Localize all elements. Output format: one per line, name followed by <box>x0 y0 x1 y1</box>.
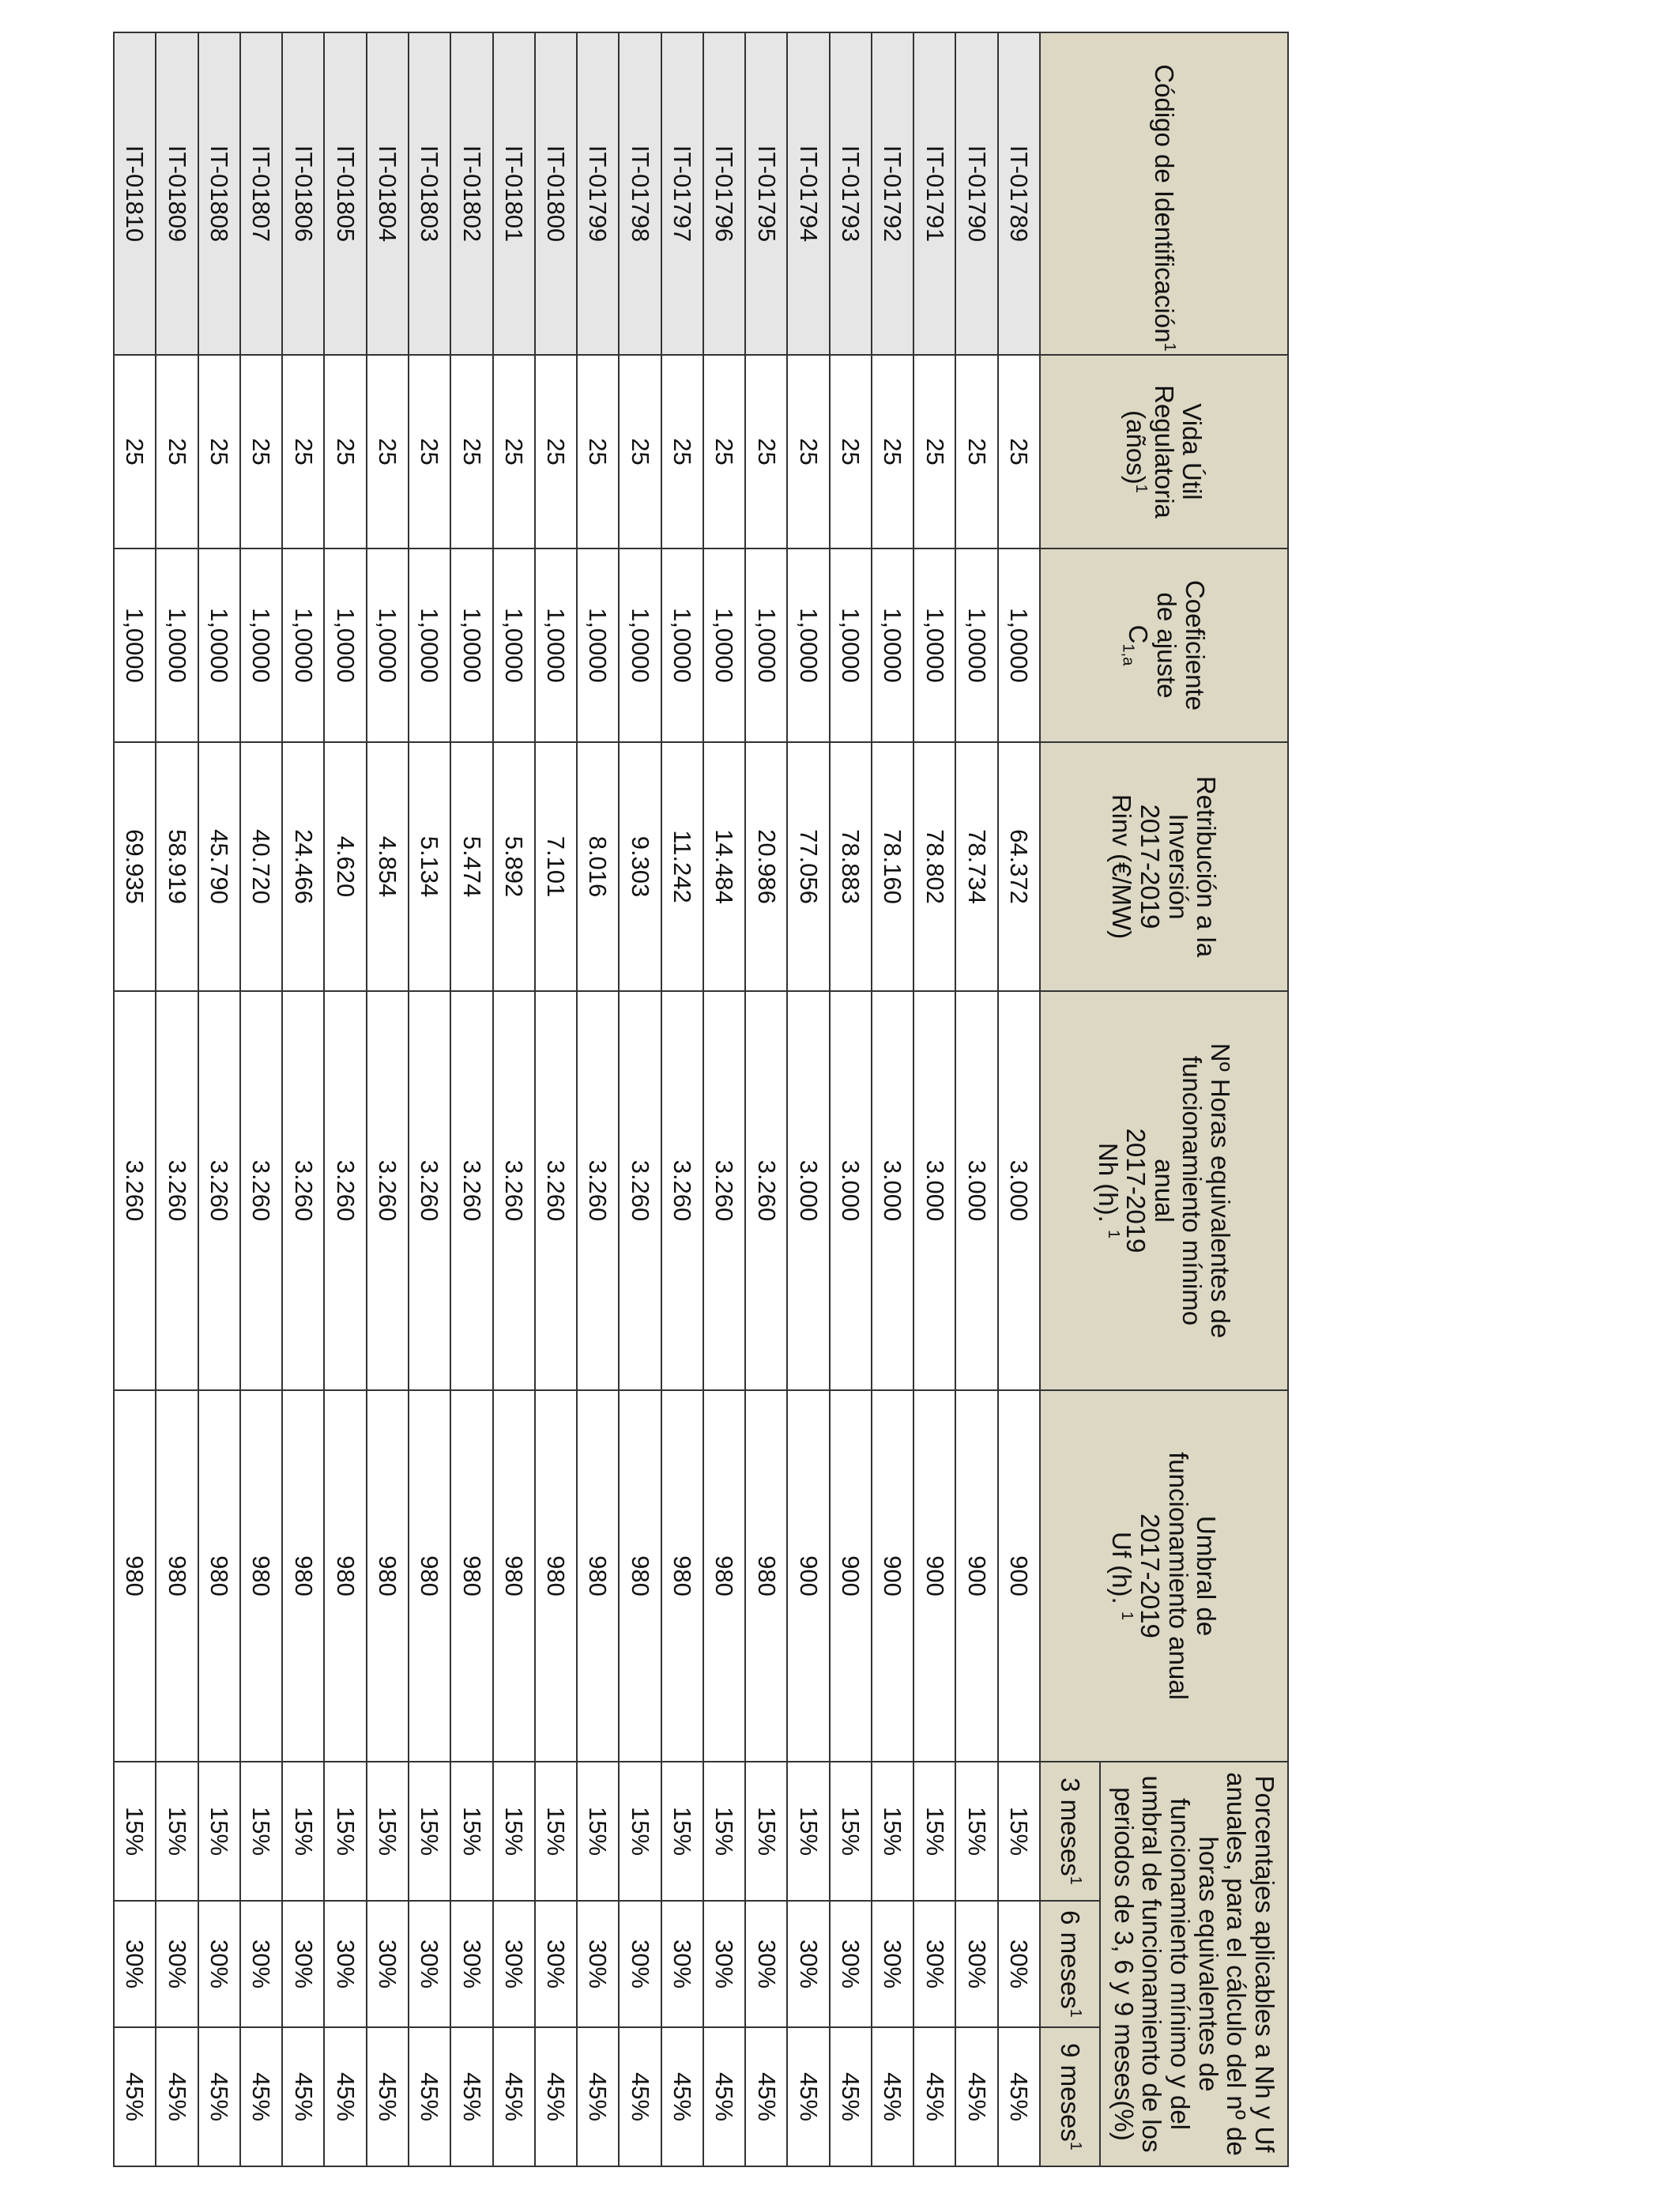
cell-6-meses: 30% <box>703 1901 745 2027</box>
cell-uf: 980 <box>282 1390 324 1762</box>
cell-6-meses: 30% <box>913 1901 955 2027</box>
cell-nh: 3.000 <box>787 991 829 1390</box>
cell-9-meses: 45% <box>324 2027 366 2166</box>
cell-coeficiente: 1,0000 <box>577 548 619 742</box>
cell-uf: 900 <box>955 1390 997 1762</box>
cell-6-meses: 30% <box>367 1901 409 2027</box>
cell-coeficiente: 1,0000 <box>998 548 1040 742</box>
cell-uf: 900 <box>787 1390 829 1762</box>
cell-nh: 3.260 <box>745 991 787 1390</box>
cell-nh: 3.260 <box>535 991 577 1390</box>
header-coeficiente: Coeficiente de ajuste $C_{1,a}$ <box>1040 548 1288 742</box>
header-6-meses: 6 meses$^1$ <box>1040 1901 1100 2027</box>
table-row <box>409 32 450 2166</box>
cell-9-meses: 45% <box>156 2027 198 2166</box>
header-nh: Nº Horas equivalentes de funcionamiento mínimo anual 2017-2019 Nh (h). $^1$ <box>1040 991 1288 1390</box>
cell-vida-util: 25 <box>409 355 450 548</box>
cell-6-meses: 30% <box>156 1901 198 2027</box>
cell-uf: 980 <box>745 1390 787 1762</box>
cell-6-meses: 30% <box>619 1901 661 2027</box>
cell-9-meses: 45% <box>577 2027 619 2166</box>
cell-code: IT-01809 <box>156 32 198 355</box>
cell-rinv: 9.303 <box>619 742 661 991</box>
table-row <box>367 32 409 2166</box>
cell-uf: 980 <box>409 1390 450 1762</box>
cell-nh: 3.260 <box>703 991 745 1390</box>
cell-9-meses: 45% <box>198 2027 240 2166</box>
cell-uf: 980 <box>156 1390 198 1762</box>
cell-9-meses: 45% <box>450 2027 492 2166</box>
cell-rinv: 5.474 <box>450 742 492 991</box>
cell-9-meses: 45% <box>619 2027 661 2166</box>
cell-uf: 980 <box>450 1390 492 1762</box>
cell-3-meses: 15% <box>955 1762 997 1901</box>
cell-coeficiente: 1,0000 <box>409 548 450 742</box>
cell-coeficiente: 1,0000 <box>661 548 703 742</box>
cell-nh: 3.000 <box>830 991 872 1390</box>
cell-rinv: 78.734 <box>955 742 997 991</box>
cell-6-meses: 30% <box>955 1901 997 2027</box>
cell-3-meses: 15% <box>703 1762 745 1901</box>
header-codigo: Código de Identificación$^1$ <box>1040 32 1288 355</box>
cell-coeficiente: 1,0000 <box>787 548 829 742</box>
table-row <box>830 32 872 2166</box>
cell-nh: 3.000 <box>998 991 1040 1390</box>
cell-rinv: 5.892 <box>493 742 535 991</box>
cell-vida-util: 25 <box>282 355 324 548</box>
cell-nh: 3.260 <box>198 991 240 1390</box>
cell-3-meses: 15% <box>619 1762 661 1901</box>
cell-vida-util: 25 <box>156 355 198 548</box>
rotated-table-container <box>113 32 1289 2166</box>
cell-9-meses: 45% <box>409 2027 450 2166</box>
cell-uf: 900 <box>872 1390 913 1762</box>
cell-3-meses: 15% <box>745 1762 787 1901</box>
cell-code: IT-01810 <box>114 32 156 355</box>
cell-uf: 980 <box>661 1390 703 1762</box>
cell-9-meses: 45% <box>703 2027 745 2166</box>
cell-nh: 3.000 <box>955 991 997 1390</box>
cell-vida-util: 25 <box>240 355 282 548</box>
cell-coeficiente: 1,0000 <box>198 548 240 742</box>
cell-vida-util: 25 <box>493 355 535 548</box>
cell-3-meses: 15% <box>156 1762 198 1901</box>
cell-coeficiente: 1,0000 <box>955 548 997 742</box>
cell-rinv: 69.935 <box>114 742 156 991</box>
cell-vida-util: 25 <box>661 355 703 548</box>
cell-3-meses: 15% <box>114 1762 156 1901</box>
table-row <box>535 32 577 2166</box>
cell-coeficiente: 1,0000 <box>240 548 282 742</box>
cell-code: IT-01805 <box>324 32 366 355</box>
cell-3-meses: 15% <box>998 1762 1040 1901</box>
cell-code: IT-01789 <box>998 32 1040 355</box>
cell-vida-util: 25 <box>745 355 787 548</box>
cell-code: IT-01807 <box>240 32 282 355</box>
cell-6-meses: 30% <box>872 1901 913 2027</box>
cell-9-meses: 45% <box>282 2027 324 2166</box>
cell-9-meses: 45% <box>787 2027 829 2166</box>
cell-uf: 980 <box>114 1390 156 1762</box>
cell-nh: 3.260 <box>282 991 324 1390</box>
cell-3-meses: 15% <box>493 1762 535 1901</box>
cell-rinv: 78.160 <box>872 742 913 991</box>
cell-coeficiente: 1,0000 <box>619 548 661 742</box>
cell-code: IT-01795 <box>745 32 787 355</box>
cell-3-meses: 15% <box>282 1762 324 1901</box>
cell-rinv: 78.802 <box>913 742 955 991</box>
cell-code: IT-01808 <box>198 32 240 355</box>
cell-vida-util: 25 <box>703 355 745 548</box>
cell-3-meses: 15% <box>661 1762 703 1901</box>
cell-nh: 3.260 <box>409 991 450 1390</box>
installations-table <box>113 32 1289 2167</box>
cell-code: IT-01791 <box>913 32 955 355</box>
cell-9-meses: 45% <box>114 2027 156 2166</box>
cell-9-meses: 45% <box>955 2027 997 2166</box>
table-row <box>703 32 745 2166</box>
table-row <box>493 32 535 2166</box>
cell-code: IT-01799 <box>577 32 619 355</box>
cell-6-meses: 30% <box>450 1901 492 2027</box>
cell-rinv: 5.134 <box>409 742 450 991</box>
header-vida-util: Vida Útil Regulatoria (años)$^1$ <box>1040 355 1288 548</box>
table-row <box>787 32 829 2166</box>
cell-uf: 900 <box>830 1390 872 1762</box>
cell-coeficiente: 1,0000 <box>493 548 535 742</box>
header-uf: Umbral de funcionamiento anual 2017-2019 Uf (h). $^1$ <box>1040 1390 1288 1762</box>
table-row <box>114 32 156 2166</box>
cell-3-meses: 15% <box>450 1762 492 1901</box>
cell-uf: 900 <box>913 1390 955 1762</box>
header-porcentajes: Porcentajes aplicables a Nh y Uf anuales, para el cálculo del nº de horas equivalentes de funcionamiento mínimo y del umbral de funcionamiento de los periodos de 3, 6 y 9 meses(%) <box>1100 1762 1288 2166</box>
cell-coeficiente: 1,0000 <box>282 548 324 742</box>
header-3-meses: 3 meses$^1$ <box>1040 1762 1100 1901</box>
cell-6-meses: 30% <box>240 1901 282 2027</box>
cell-rinv: 20.986 <box>745 742 787 991</box>
cell-code: IT-01794 <box>787 32 829 355</box>
cell-rinv: 4.620 <box>324 742 366 991</box>
cell-code: IT-01792 <box>872 32 913 355</box>
cell-rinv: 58.919 <box>156 742 198 991</box>
cell-code: IT-01800 <box>535 32 577 355</box>
cell-6-meses: 30% <box>745 1901 787 2027</box>
cell-coeficiente: 1,0000 <box>830 548 872 742</box>
cell-9-meses: 45% <box>367 2027 409 2166</box>
cell-6-meses: 30% <box>661 1901 703 2027</box>
cell-vida-util: 25 <box>998 355 1040 548</box>
cell-9-meses: 45% <box>998 2027 1040 2166</box>
cell-code: IT-01797 <box>661 32 703 355</box>
cell-coeficiente: 1,0000 <box>745 548 787 742</box>
table-row <box>913 32 955 2166</box>
cell-code: IT-01790 <box>955 32 997 355</box>
table-row <box>450 32 492 2166</box>
cell-coeficiente: 1,0000 <box>324 548 366 742</box>
cell-3-meses: 15% <box>872 1762 913 1901</box>
cell-3-meses: 15% <box>830 1762 872 1901</box>
cell-vida-util: 25 <box>913 355 955 548</box>
cell-uf: 980 <box>577 1390 619 1762</box>
cell-coeficiente: 1,0000 <box>156 548 198 742</box>
cell-3-meses: 15% <box>324 1762 366 1901</box>
cell-6-meses: 30% <box>409 1901 450 2027</box>
cell-9-meses: 45% <box>830 2027 872 2166</box>
cell-6-meses: 30% <box>535 1901 577 2027</box>
cell-nh: 3.260 <box>493 991 535 1390</box>
cell-9-meses: 45% <box>872 2027 913 2166</box>
cell-3-meses: 15% <box>787 1762 829 1901</box>
cell-vida-util: 25 <box>872 355 913 548</box>
cell-rinv: 64.372 <box>998 742 1040 991</box>
cell-code: IT-01798 <box>619 32 661 355</box>
cell-rinv: 7.101 <box>535 742 577 991</box>
cell-uf: 980 <box>367 1390 409 1762</box>
cell-vida-util: 25 <box>955 355 997 548</box>
cell-6-meses: 30% <box>830 1901 872 2027</box>
cell-3-meses: 15% <box>367 1762 409 1901</box>
cell-uf: 980 <box>324 1390 366 1762</box>
cell-9-meses: 45% <box>240 2027 282 2166</box>
cell-rinv: 24.466 <box>282 742 324 991</box>
cell-code: IT-01806 <box>282 32 324 355</box>
table-row <box>872 32 913 2166</box>
cell-6-meses: 30% <box>577 1901 619 2027</box>
cell-rinv: 14.484 <box>703 742 745 991</box>
cell-9-meses: 45% <box>745 2027 787 2166</box>
cell-coeficiente: 1,0000 <box>367 548 409 742</box>
header-9-meses: 9 meses$^1$ <box>1040 2027 1100 2166</box>
cell-6-meses: 30% <box>282 1901 324 2027</box>
table-row <box>661 32 703 2166</box>
cell-nh: 3.260 <box>619 991 661 1390</box>
cell-9-meses: 45% <box>535 2027 577 2166</box>
cell-6-meses: 30% <box>114 1901 156 2027</box>
header-retribucion: Retribución a la Inversión 2017-2019 Rinv (€/MW) <box>1040 742 1288 991</box>
cell-code: IT-01803 <box>409 32 450 355</box>
cell-vida-util: 25 <box>324 355 366 548</box>
cell-6-meses: 30% <box>998 1901 1040 2027</box>
cell-code: IT-01796 <box>703 32 745 355</box>
cell-code: IT-01793 <box>830 32 872 355</box>
table-row <box>577 32 619 2166</box>
cell-uf: 900 <box>998 1390 1040 1762</box>
cell-6-meses: 30% <box>493 1901 535 2027</box>
cell-rinv: 8.016 <box>577 742 619 991</box>
cell-3-meses: 15% <box>409 1762 450 1901</box>
cell-rinv: 4.854 <box>367 742 409 991</box>
table-row <box>282 32 324 2166</box>
cell-coeficiente: 1,0000 <box>450 548 492 742</box>
cell-3-meses: 15% <box>535 1762 577 1901</box>
cell-uf: 980 <box>198 1390 240 1762</box>
cell-nh: 3.260 <box>661 991 703 1390</box>
cell-uf: 980 <box>703 1390 745 1762</box>
cell-uf: 980 <box>493 1390 535 1762</box>
table-row <box>324 32 366 2166</box>
table-row <box>240 32 282 2166</box>
cell-6-meses: 30% <box>787 1901 829 2027</box>
cell-9-meses: 45% <box>913 2027 955 2166</box>
table-row <box>619 32 661 2166</box>
cell-3-meses: 15% <box>198 1762 240 1901</box>
cell-coeficiente: 1,0000 <box>114 548 156 742</box>
cell-rinv: 40.720 <box>240 742 282 991</box>
cell-6-meses: 30% <box>324 1901 366 2027</box>
cell-vida-util: 25 <box>198 355 240 548</box>
cell-vida-util: 25 <box>450 355 492 548</box>
cell-uf: 980 <box>535 1390 577 1762</box>
cell-code: IT-01804 <box>367 32 409 355</box>
cell-vida-util: 25 <box>577 355 619 548</box>
cell-3-meses: 15% <box>577 1762 619 1901</box>
cell-uf: 980 <box>619 1390 661 1762</box>
cell-rinv: 45.790 <box>198 742 240 991</box>
table-row <box>998 32 1040 2166</box>
cell-nh: 3.260 <box>577 991 619 1390</box>
cell-coeficiente: 1,0000 <box>872 548 913 742</box>
cell-vida-util: 25 <box>619 355 661 548</box>
cell-nh: 3.260 <box>114 991 156 1390</box>
cell-vida-util: 25 <box>830 355 872 548</box>
table-row <box>955 32 997 2166</box>
cell-nh: 3.260 <box>156 991 198 1390</box>
cell-nh: 3.260 <box>450 991 492 1390</box>
cell-coeficiente: 1,0000 <box>535 548 577 742</box>
cell-vida-util: 25 <box>535 355 577 548</box>
cell-nh: 3.000 <box>872 991 913 1390</box>
cell-rinv: 78.883 <box>830 742 872 991</box>
cell-3-meses: 15% <box>913 1762 955 1901</box>
cell-rinv: 11.242 <box>661 742 703 991</box>
table-row <box>745 32 787 2166</box>
cell-3-meses: 15% <box>240 1762 282 1901</box>
cell-vida-util: 25 <box>367 355 409 548</box>
cell-rinv: 77.056 <box>787 742 829 991</box>
cell-nh: 3.260 <box>324 991 366 1390</box>
table-row <box>198 32 240 2166</box>
cell-coeficiente: 1,0000 <box>913 548 955 742</box>
cell-9-meses: 45% <box>493 2027 535 2166</box>
cell-vida-util: 25 <box>114 355 156 548</box>
cell-vida-util: 25 <box>787 355 829 548</box>
cell-nh: 3.260 <box>367 991 409 1390</box>
cell-6-meses: 30% <box>198 1901 240 2027</box>
cell-nh: 3.260 <box>240 991 282 1390</box>
table-body <box>114 32 1040 2166</box>
table-row <box>156 32 198 2166</box>
cell-coeficiente: 1,0000 <box>703 548 745 742</box>
cell-uf: 980 <box>240 1390 282 1762</box>
cell-code: IT-01801 <box>493 32 535 355</box>
cell-9-meses: 45% <box>661 2027 703 2166</box>
cell-nh: 3.000 <box>913 991 955 1390</box>
cell-code: IT-01802 <box>450 32 492 355</box>
